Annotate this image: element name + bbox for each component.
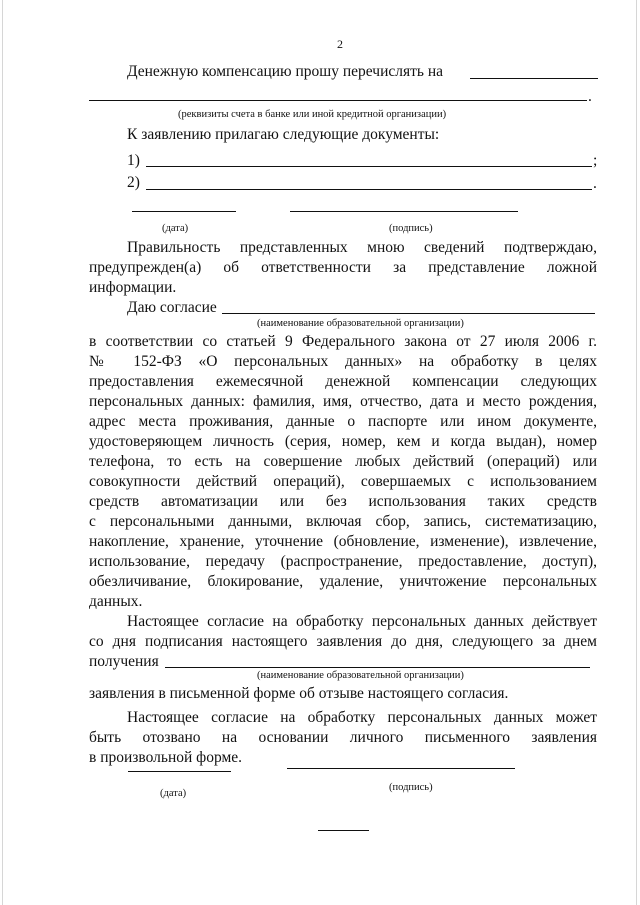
document-item-1-end: ; [593,152,598,169]
correctness-line-2: предупрежден(а) об ответственности за представление ложной [89,259,597,276]
receipt-organization-caption: (наименование образовательной организации) [257,670,464,681]
scan-edge-right [636,0,637,905]
consent-line-11: накопление, хранение, уточнение (обновление, изменение), извлечение, [89,533,597,550]
consent-organization-caption: (наименование образовательной организации) [257,318,464,329]
document-item-1-blank[interactable] [146,166,592,167]
document-item-2-end: . [593,175,597,192]
compensation-request-text: Денежную компенсацию прошу перечислять на [127,63,443,80]
signature-caption-2: (подпись) [389,782,433,793]
compensation-end-period: . [588,88,592,105]
date-caption-1: (дата) [162,223,189,234]
correctness-line-3: информации. [89,279,177,296]
documents-intro: К заявлению прилагаю следующие документы: [127,126,440,143]
receipt-label: получения [89,653,159,670]
consent-line-8: совокупности действий операций), совершаемых с использованием [89,473,597,490]
consent-line-12: использование, передачу (распространение, предоставление, доступ), [89,553,597,570]
revocation-line-2: быть отозвано на основании личного письменного заявления [89,729,597,746]
consent-line-5: адрес места проживания, данные о паспорте или ином документе, [89,413,597,430]
validity-tail: заявления в письменной форме об отзыве настоящего согласия. [89,685,509,702]
consent-line-13: обезличивание, блокирование, удаление, уничтожение персональных [89,573,597,590]
scan-edge-left [2,0,3,905]
consent-line-14: данных. [89,593,143,610]
consent-line-6: удостоверяющем личность (серия, номер, кем и когда выдан), номер [89,433,597,450]
consent-line-2: № 152-ФЗ «О персональных данных» на обработку в целях [89,353,597,370]
consent-label: Даю согласие [127,299,217,316]
validity-line-2: со дня подписания настоящего заявления до дня, следующего за днем [89,633,597,650]
document-item-2-number: 2) [127,174,140,191]
consent-line-9: средств автоматизации или без использования таких средств [89,493,597,510]
consent-line-4: персональных данных: фамилия, имя, отчество, дата и место рождения, [89,393,597,410]
validity-line-1: Настоящее согласие на обработку персональных данных действует [127,613,597,630]
signature-caption-1: (подпись) [389,223,433,234]
consent-line-10: с персональными данными, включая сбор, запись, систематизацию, [89,513,597,530]
correctness-line-1: Правильность представленных мною сведений подтверждаю, [127,239,597,256]
date-caption-2: (дата) [160,788,187,799]
receipt-organization-blank[interactable] [165,667,590,668]
revocation-line-3: в произвольной форме. [89,749,243,766]
page-number: 2 [337,37,343,51]
consent-line-3: предоставления ежемесячной денежной компенсации следующих [89,373,597,390]
date-blank-1[interactable] [132,211,236,212]
signature-blank-2[interactable] [287,768,515,769]
consent-line-1: в соответствии со статьей 9 Федерального закона от 27 июля 2006 г. [89,333,597,350]
date-blank-2[interactable] [128,771,231,772]
closing-separator [318,830,369,831]
document-item-2-blank[interactable] [146,189,592,190]
consent-line-7: телефона, то есть на совершение любых действий (операций) или [89,453,597,470]
consent-organization-blank[interactable] [222,313,595,314]
document-item-1-number: 1) [127,152,140,169]
compensation-blank-1[interactable] [470,78,598,79]
revocation-line-1: Настоящее согласие на обработку персональных данных может [127,709,597,726]
compensation-blank-2[interactable] [89,100,587,101]
bank-details-caption: (реквизиты счета в банке или иной кредитной организации) [178,109,447,120]
signature-blank-1[interactable] [290,211,518,212]
